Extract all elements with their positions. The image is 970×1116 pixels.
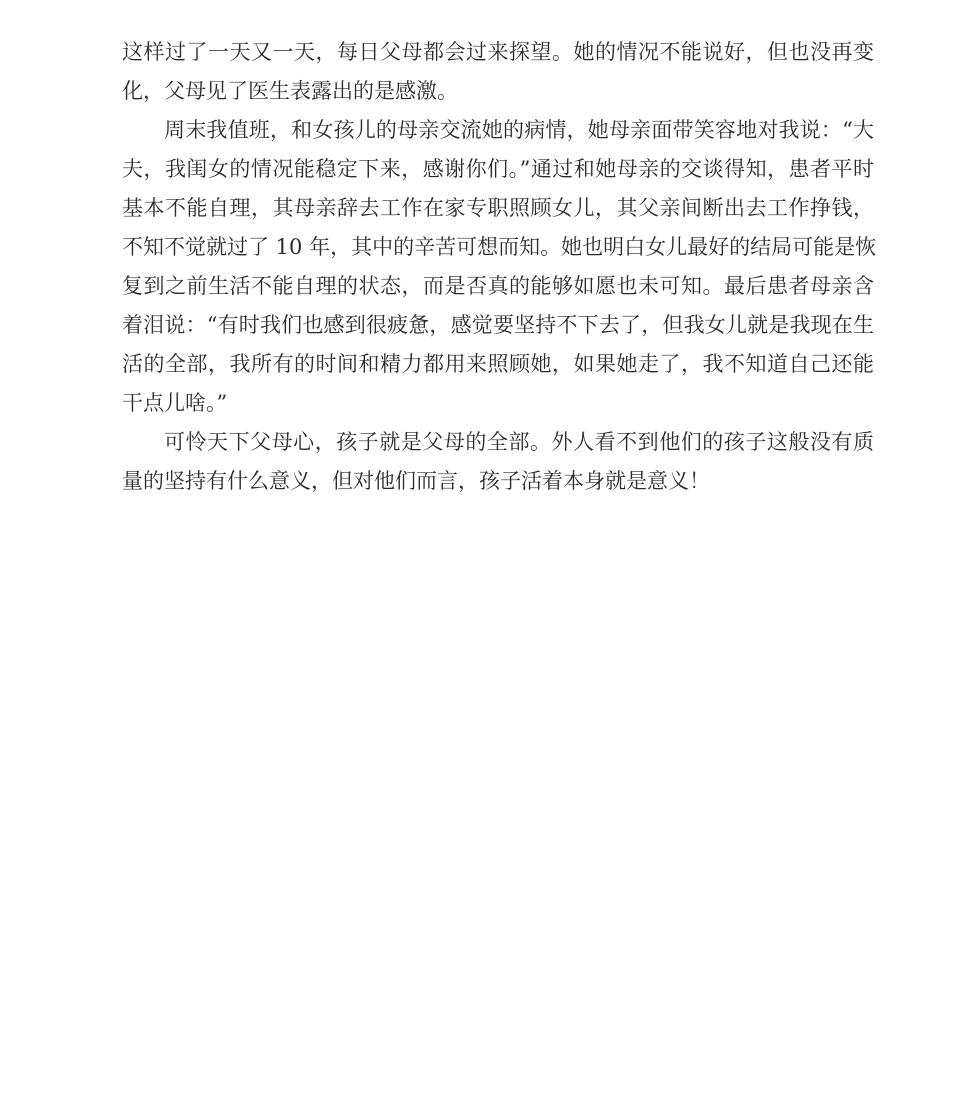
text-line: 夫，我闺女的情况能稳定下来，感谢你们。”通过和她母亲的交谈得知，患者平时 xyxy=(122,157,874,181)
text-line: 化，父母见了医生表露出的是感激。 xyxy=(122,79,458,103)
text-line: 活的全部，我所有的时间和精力都用来照顾她，如果她走了，我不知道自己还能 xyxy=(122,352,874,376)
text-line: 着泪说：“有时我们也感到很疲惫，感觉要坚持不下去了，但我女儿就是我现在生 xyxy=(122,313,874,337)
text-line: 复到之前生活不能自理的状态，而是否真的能够如愿也未可知。最后患者母亲含 xyxy=(122,274,874,298)
text-line: 不知不觉就过了 10 年，其中的辛苦可想而知。她也明白女儿最好的结局可能是恢 xyxy=(122,235,877,259)
text-line: 干点儿啥。” xyxy=(122,391,228,415)
paragraph-3 xyxy=(122,423,874,501)
paragraph-1 xyxy=(122,33,874,111)
text-line: 量的坚持有什么意义，但对他们而言，孩子活着本身就是意义！ xyxy=(122,469,710,493)
text-line: 基本不能自理，其母亲辞去工作在家专职照顾女儿，其父亲间断出去工作挣钱， xyxy=(122,196,874,220)
paragraph-2 xyxy=(122,111,877,423)
body-text xyxy=(122,33,877,501)
text-line: 周末我值班，和女孩儿的母亲交流她的病情，她母亲面带笑容地对我说：“大 xyxy=(164,118,874,142)
text-line: 这样过了一天又一天，每日父母都会过来探望。她的情况不能说好，但也没再变 xyxy=(122,40,874,64)
text-line: 可怜天下父母心，孩子就是父母的全部。外人看不到他们的孩子这般没有质 xyxy=(164,430,874,454)
